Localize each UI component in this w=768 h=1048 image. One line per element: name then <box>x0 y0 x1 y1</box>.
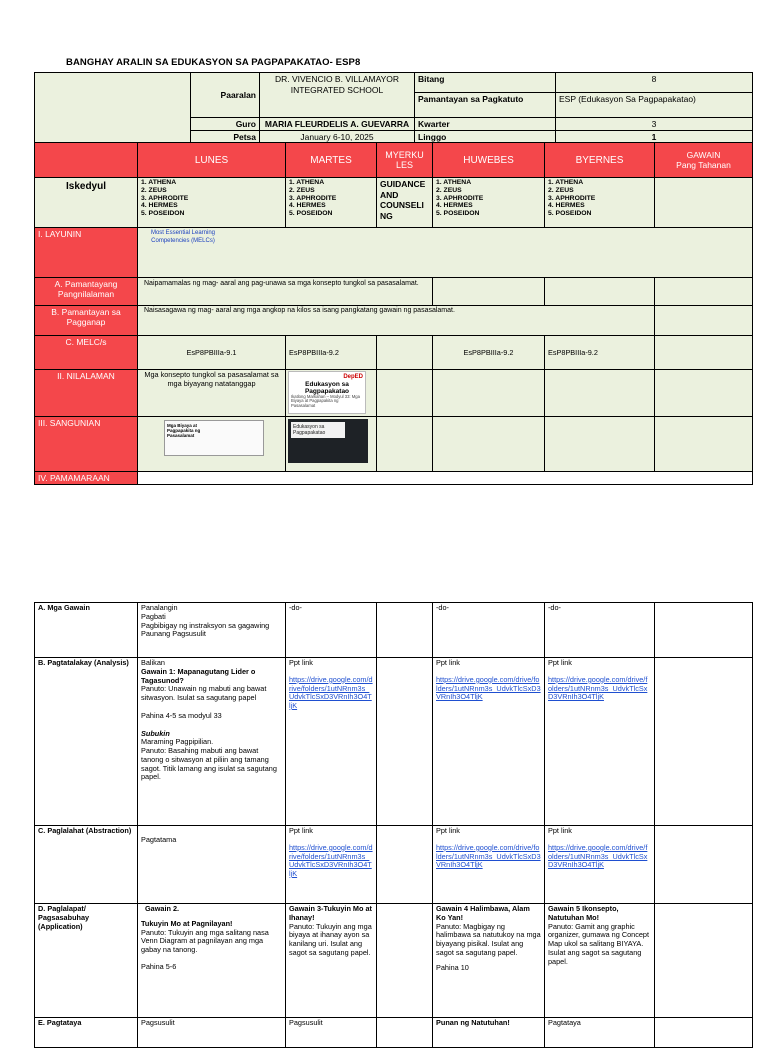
ppt-link[interactable]: https://drive.google.com/drive/folders/1utNRnm3s_UdvkTlcSxD3VRnIh3O4TljK <box>436 674 541 702</box>
ppt-link[interactable]: https://drive.google.com/drive/folders/1utNRnm3s_UdvkTlcSxD3VRnIh3O4TljK <box>548 674 648 702</box>
pamantayan-pagganap-label: B. Pamantayan sa Pagganap <box>35 306 138 336</box>
cover-title: Edukasyon sa Pagpapakatao <box>304 380 350 395</box>
section-item: 4. HERMES <box>436 202 473 210</box>
pagtataya-martes: Pagsusulit <box>286 1018 377 1048</box>
pagtatalakay-byernes <box>545 658 655 826</box>
panuto1-text: Panuto: Unawain ng mabuti ang bawat sitwasyon. Isulat sa sagutang papel <box>141 684 267 702</box>
gawain4-title: Gawain 4 Halimbawa, Alam Ko Yan! <box>436 904 530 922</box>
ppt-link[interactable]: https://drive.google.com/drive/folders/1utNRnm3s_UdvkTlcSxD3VRnIh3O4TljK <box>548 842 648 870</box>
empty-cell <box>377 826 433 904</box>
empty-cell <box>377 370 433 417</box>
gawain5-text: Panuto: Gamit ang graphic organizer, gumawa ng Concept Map ukol sa salitang BIYAYA. Isulat ang sagot sa sagutang papel. <box>548 921 650 966</box>
linggo-label: Linggo <box>415 131 556 144</box>
paglalapat-byernes <box>545 904 655 1018</box>
empty-cell <box>377 336 433 370</box>
paglalapat-huwebes <box>433 904 545 1018</box>
layunin-content <box>138 228 753 278</box>
empty-cell <box>655 417 753 472</box>
gawain4-pahina: Pahina 10 <box>436 962 469 972</box>
empty-cell <box>545 417 655 472</box>
pamamaraan-content <box>138 472 753 485</box>
section-item: 2. ZEUS <box>436 186 462 194</box>
section-item: 4. HERMES <box>548 202 585 210</box>
panuto2-text: Panuto: Basahing mabuti ang bawat tanong o sitwasyon at piliin ang tamang sagot. Titik lamang ang isulat sa sagutang papel. <box>141 746 277 782</box>
board-text: Edukasyon sa Pagpapakatao <box>291 422 345 438</box>
iskedyul-huwebes <box>433 178 545 228</box>
gawain-huwebes: -do- <box>433 603 545 658</box>
pagtatalakay-lunes <box>138 658 286 826</box>
pamantayan-pagganap-text: Naisasagawa ng mag- aaral ang mga angkop na kilos sa isang pangkatang gawain ng pasasalamat. <box>138 306 655 336</box>
gawain-item: Pagbibigay ng instraksyon sa gagawing Paunang Pagsusulit <box>141 620 270 639</box>
gawain3-text: Panuto: Tukuyin ang mga biyaya at ihanay ayon sa kanilang uri. Isulat ang sagot sa sagutang papel. <box>289 921 372 957</box>
pagtataya-huwebes: Punan ng Natutuhan! <box>433 1018 545 1048</box>
ppt-label: Ppt link <box>436 658 460 667</box>
paglalahat-martes <box>286 826 377 904</box>
section-item: 3. APHRODITE <box>436 194 484 202</box>
classroom-board-image <box>288 419 368 463</box>
paglalapat-label: D. Paglalapat/ Pagsasabuhay (Application) <box>35 904 138 1018</box>
module-cover-image <box>288 371 366 414</box>
sanggunian-label: III. SANGUNIAN <box>35 417 138 472</box>
maraming-text: Maraming Pagpipilian. <box>141 737 214 747</box>
section-item: 5. POSEIDON <box>548 210 592 218</box>
section-item: 1. ATHENA <box>289 179 325 186</box>
paglalapat-lunes <box>138 904 286 1018</box>
gawain5-title: Gawain 5 Ikonsepto, Natutuhan Mo! <box>548 904 619 922</box>
days-corner <box>35 143 138 178</box>
empty-cell <box>433 370 545 417</box>
melc-lunes: EsP8PBIIIa-9.1 <box>138 336 286 370</box>
bitang-label: Bitang <box>415 73 556 93</box>
gawain3-title: Gawain 3-Tukuyin Mo at Ihanay! <box>289 904 372 922</box>
iskedyul-lunes <box>138 178 286 228</box>
section-item: 4. HERMES <box>141 202 178 210</box>
pagtatalakay-label: B. Pagtatalakay (Analysis) <box>35 658 138 826</box>
empty-cell <box>545 278 655 306</box>
section-item: 3. APHRODITE <box>141 194 189 202</box>
gawain-martes: -do- <box>286 603 377 658</box>
ppt-label: Ppt link <box>289 658 313 667</box>
guro-label: Guro <box>191 118 260 131</box>
school-name <box>260 73 415 118</box>
pamantayan-value: ESP (Edukasyon Sa Pagpapakatao) <box>556 93 753 118</box>
section-item: 5. POSEIDON <box>436 210 480 218</box>
section-item: 2. ZEUS <box>548 186 574 194</box>
ppt-label: Ppt link <box>548 658 572 667</box>
iskedyul-martes <box>286 178 377 228</box>
empty-cell <box>377 1018 433 1048</box>
blank-cell <box>35 73 191 144</box>
section-item: 2. ZEUS <box>141 186 167 194</box>
empty-cell <box>377 904 433 1018</box>
empty-cell <box>655 370 753 417</box>
ppt-label: Ppt link <box>436 826 460 835</box>
empty-cell <box>655 278 753 306</box>
bitang-value: 8 <box>556 73 753 93</box>
pagtataya-byernes: Pagtataya <box>545 1018 655 1048</box>
empty-cell <box>655 658 753 826</box>
paglalahat-byernes <box>545 826 655 904</box>
melc-note: Most Essential Learning Competencies (MELCs) <box>150 230 216 244</box>
gawain-line1: GAWAIN <box>686 150 721 160</box>
empty-cell <box>655 904 753 1018</box>
pagtataya-label: E. Pagtataya <box>35 1018 138 1048</box>
empty-cell <box>377 417 433 472</box>
ppt-link[interactable]: https://drive.google.com/drive/folders/1utNRnm3s_UdvkTlcSxD3VRnIh3O4TljK <box>436 842 541 870</box>
empty-cell <box>655 603 753 658</box>
day-gawain <box>655 143 753 178</box>
paglalahat-label: C. Paglalahat (Abstraction) <box>35 826 138 904</box>
document-title: BANGHAY ARALIN SA EDUKASYON SA PAGPAPAKATAO- ESP8 <box>66 57 361 68</box>
ppt-label: Ppt link <box>548 826 572 835</box>
section-item: 2. ZEUS <box>289 186 315 194</box>
empty-cell <box>655 306 753 336</box>
paglalahat-lunes: Pagtatama <box>138 826 286 904</box>
section-item: 1. ATHENA <box>141 179 177 186</box>
gawain-item: Pagbati <box>141 611 166 621</box>
document-thumbnail <box>164 420 264 456</box>
layunin-label: I. LAYUNIN <box>35 228 138 278</box>
gawain-line2: Pang Tahanan <box>676 160 731 170</box>
guro-value: MARIA FLEURDELIS A. GUEVARRA <box>260 118 415 131</box>
pagtatalakay-huwebes <box>433 658 545 826</box>
iskedyul-myerkules: GUIDANCE AND COUNSELI NG <box>377 178 433 228</box>
nilalaman-label: II. NILALAMAN <box>35 370 138 417</box>
empty-cell <box>545 370 655 417</box>
gawain2-title: Gawain 2. <box>145 904 180 913</box>
day-martes: MARTES <box>286 143 377 178</box>
melc-huwebes: EsP8PBIIIa-9.2 <box>433 336 545 370</box>
empty-cell <box>655 826 753 904</box>
melc-byernes: EsP8PBIIIa-9.2 <box>545 336 655 370</box>
day-byernes: BYERNES <box>545 143 655 178</box>
gawain4-text: Panuto: Magbigay ng halimbawa sa natutukoy na mga biyayang pisikal. Isulat ang sagot sa sagutang papel. <box>436 921 541 957</box>
pahina1-text: Pahina 4-5 sa modyul 33 <box>141 710 222 720</box>
ppt-link[interactable]: https://drive.google.com/drive/folders/1utNRnm3s_UdvkTlcSxD3VRnIh3O4TljK <box>289 674 373 710</box>
lesson-plan-table-1 <box>34 142 753 485</box>
pamantayan-label: Pamantayan sa Pagkatuto <box>415 93 556 118</box>
subukin-text: Subukin <box>141 728 170 738</box>
doc-thumb-title: Mga Biyaya at Pagpapakita ng Pasasalamat <box>167 423 201 438</box>
gawain1-title: Gawain 1: Mapanagutang Lider o Tagasunod? <box>141 666 256 685</box>
sanggunian-martes <box>286 417 377 472</box>
empty-cell <box>433 417 545 472</box>
empty-cell <box>655 336 753 370</box>
empty-cell <box>377 603 433 658</box>
deped-logo: DepED <box>343 374 363 380</box>
day-lunes: LUNES <box>138 143 286 178</box>
section-item: 3. APHRODITE <box>289 194 337 202</box>
section-item: 3. APHRODITE <box>548 194 596 202</box>
gawain2-pahina: Pahina 5-6 <box>141 961 177 971</box>
empty-cell <box>655 1018 753 1048</box>
linggo-value: 1 <box>556 131 753 144</box>
gawain-lunes <box>138 603 286 658</box>
empty-cell <box>377 658 433 826</box>
iskedyul-byernes <box>545 178 655 228</box>
petsa-value: January 6-10, 2025 <box>260 131 415 144</box>
school-name-line1: DR. VIVENCIO B. VILLAMAYOR <box>274 74 400 84</box>
section-item: 1. ATHENA <box>548 179 584 186</box>
gawain-byernes: -do- <box>545 603 655 658</box>
gawain2-text: Panuto: Tukuyin ang mga salitang nasa Venn Diagram at pagnilayan ang mga gabay na tanong. <box>141 927 269 954</box>
gawain-item: Panalangin <box>141 603 178 612</box>
section-item: 1. ATHENA <box>436 179 472 186</box>
day-huwebes: HUWEBES <box>433 143 545 178</box>
pagtataya-lunes: Pagsusulit <box>138 1018 286 1048</box>
cover-subtitle: Ikatlong Markahan – Modyul 33: Mga Biyaya at Pagpapakita ng Pasasalamat <box>291 393 360 409</box>
header-info-table <box>34 72 753 144</box>
ppt-label: Ppt link <box>289 826 313 835</box>
paglalapat-martes <box>286 904 377 1018</box>
petsa-label: Petsa <box>191 131 260 144</box>
gawain-label: A. Mga Gawain <box>35 603 138 658</box>
sanggunian-lunes <box>138 417 286 472</box>
section-item: 5. POSEIDON <box>141 210 185 218</box>
empty-cell <box>433 278 545 306</box>
ppt-link[interactable]: https://drive.google.com/drive/folders/1utNRnm3s_UdvkTlcSxD3VRnIh3O4TljK <box>289 842 373 878</box>
school-name-line2: INTEGRATED SCHOOL <box>290 85 384 96</box>
lesson-plan-table-2 <box>34 602 753 1048</box>
iskedyul-gawain <box>655 178 753 228</box>
iskedyul-label: Iskedyul <box>35 178 138 228</box>
pamamaraan-label: IV. PAMAMARAAN <box>35 472 138 485</box>
kwarter-label: Kwarter <box>415 118 556 131</box>
section-item: 5. POSEIDON <box>289 210 333 218</box>
section-item: 4. HERMES <box>289 202 326 210</box>
pamantayang-pangnilalaman-label: A. Pamantayang Pangnilalaman <box>35 278 138 306</box>
paaralan-label: Paaralan <box>191 73 260 118</box>
melcs-label: C. MELC/s <box>35 336 138 370</box>
kwarter-value: 3 <box>556 118 753 131</box>
day-myerkules: MYERKU LES <box>377 143 433 178</box>
gawain2-subtitle: Tukuyin Mo at Pagnilayan! <box>141 918 233 928</box>
pamantayang-pangnilalaman-text: Naipamamalas ng mag- aaral ang pag-unawa sa mga konsepto tungkol sa pasasalamat. <box>138 278 433 306</box>
balikan-text: Balikan <box>141 658 165 667</box>
nilalaman-lunes: Mga konsepto tungkol sa pasasalamat sa mga biyayang natatanggap <box>138 370 286 417</box>
pagtatalakay-martes <box>286 658 377 826</box>
nilalaman-martes <box>286 370 377 417</box>
melc-martes: EsP8PBIIIa-9.2 <box>286 336 377 370</box>
paglalahat-huwebes <box>433 826 545 904</box>
